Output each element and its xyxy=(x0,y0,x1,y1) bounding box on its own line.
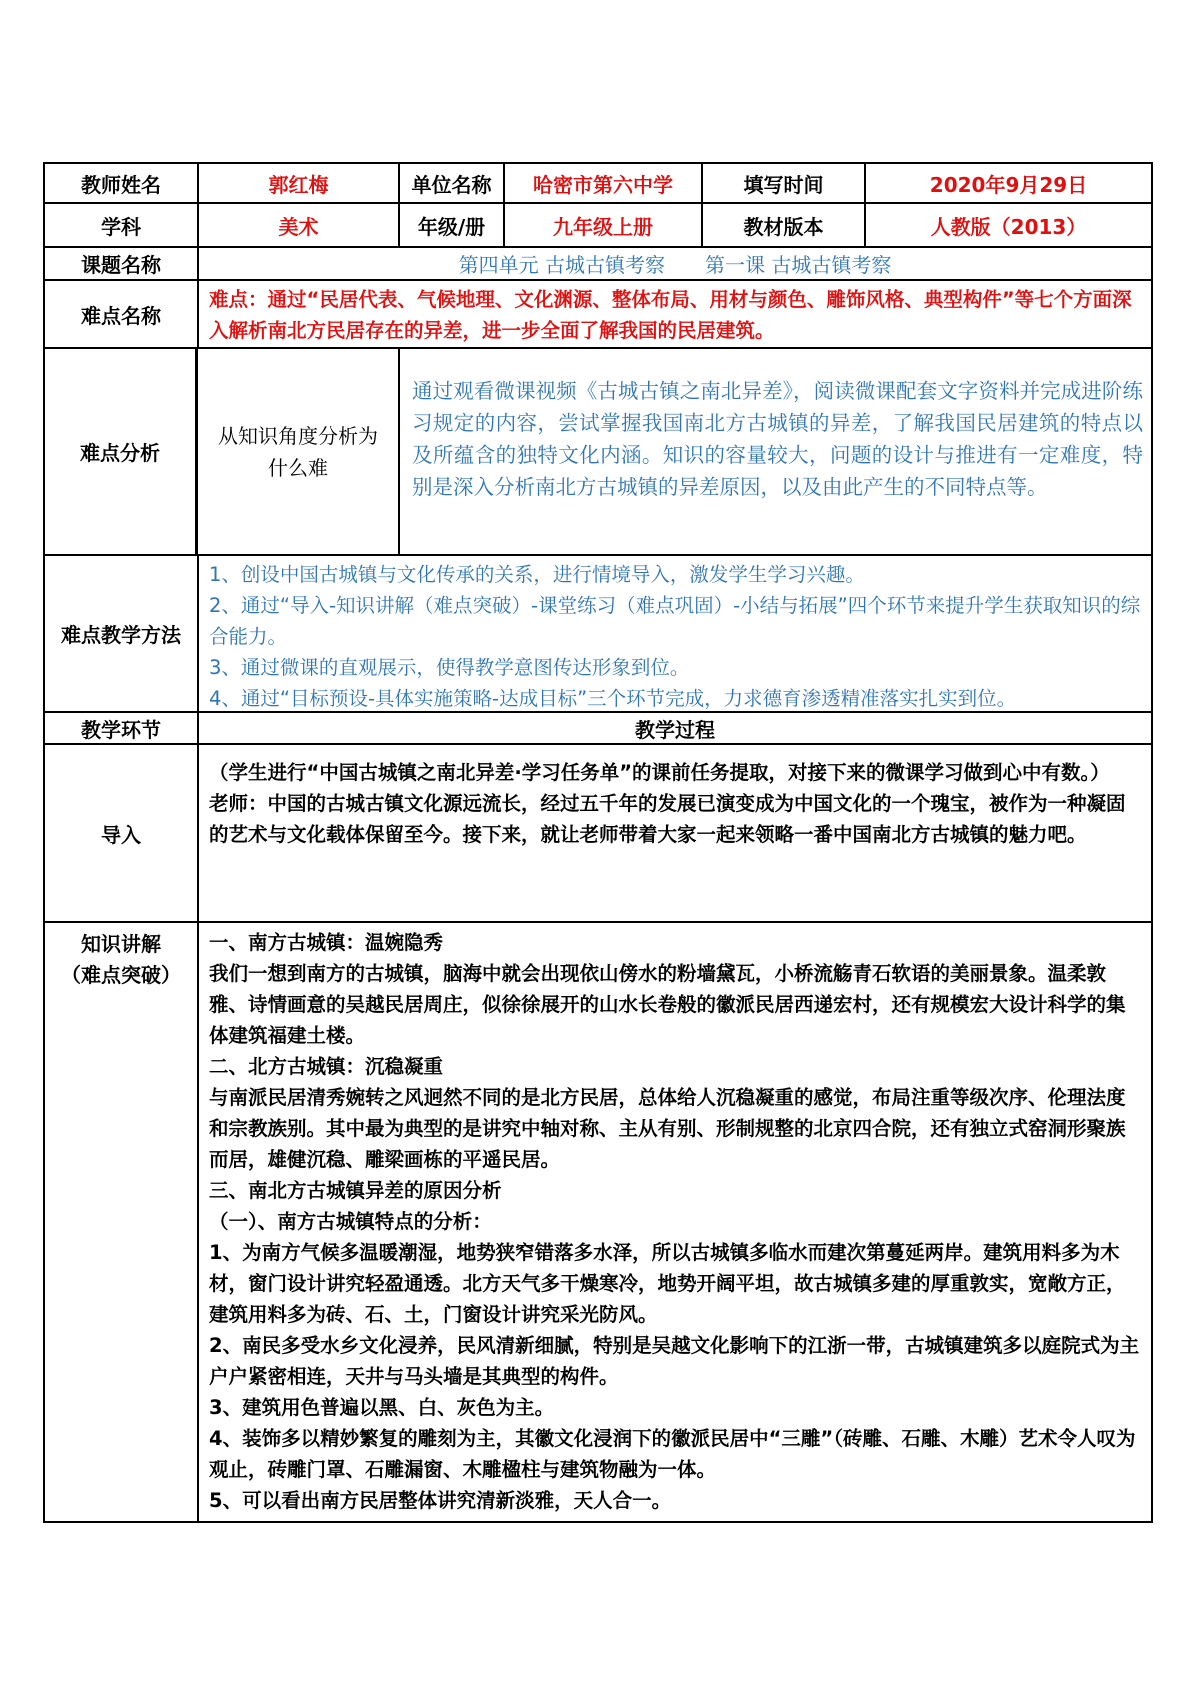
knowledge-label-line-1: 知识讲解 xyxy=(81,932,161,956)
header-row-1 xyxy=(43,162,1153,204)
knowledge-label xyxy=(45,929,197,991)
knowledge-paragraph-north: 与南派民居清秀婉转之风迥然不同的是北方民居，总体给人沉稳凝重的感觉，布局注重等级次序、伦理法度和宗教族别。其中最为典型的是讲究中轴对称、主从有别、形制规整的北京四合院，还有独立式窑洞形聚族而居，雄健沉稳、雕梁画栋的平遥民居。 xyxy=(209,1086,1126,1171)
process-label: 教学过程 xyxy=(197,713,1151,743)
knowledge-paragraph-south: 我们一想到南方的古城镇，脑海中就会出现依山傍水的粉墙黛瓦，小桥流觞青石软语的美丽景象。温柔敦雅、诗情画意的吴越民居周庄，似徐徐展开的山水长卷般的徽派民居西递宏村，还有规模宏大设计科学的集体建筑福建土楼。 xyxy=(209,962,1126,1047)
knowledge-label-line-2: （难点突破） xyxy=(61,963,181,987)
method-label: 难点教学方法 xyxy=(61,623,181,647)
knowledge-point-4: 4、装饰多以精妙繁复的雕刻为主，其徽文化浸润下的徽派民居中“三雕”（砖雕、石雕、木雕）艺术令人叹为观止，砖雕门罩、石雕漏窗、木雕楹柱与建筑物融为一体。 xyxy=(209,1427,1136,1481)
analysis-sub-label: 从知识角度分析为什么难 xyxy=(195,349,398,554)
intro-paragraph-2: 老师：中国的古城古镇文化源远流长，经过五千年的发展已演变成为中国文化的一个瑰宝，被作为一种凝固的艺术与文化载体保留至今。接下来，就让老师带着大家一起来领略一番中国南北方古城镇的魅力吧。 xyxy=(209,792,1126,846)
knowledge-row xyxy=(43,923,1153,1523)
method-item-1: 1、创设中国古城镇与文化传承的关系，进行情境导入，激发学生学习兴趣。 xyxy=(209,563,865,586)
knowledge-point-3: 3、建筑用色普遍以黑、白、灰色为主。 xyxy=(209,1396,555,1419)
grade-value: 九年级上册 xyxy=(503,204,701,246)
teacher-label: 教师姓名 xyxy=(81,172,161,197)
knowledge-subheading-south: （一）、南方古城镇特点的分析： xyxy=(209,1210,492,1233)
knowledge-heading-south: 一、南方古城镇：温婉隐秀 xyxy=(209,931,444,954)
stage-label: 教学环节 xyxy=(81,717,161,742)
intro-row xyxy=(43,745,1153,923)
difficulty-cell xyxy=(197,281,1151,347)
topic-value: 第四单元 古城古镇考察 第一课 古城古镇考察 xyxy=(197,248,1151,279)
process-header-row xyxy=(43,713,1153,745)
difficulty-text: 难点：通过“民居代表、气候地理、文化渊源、整体布局、用材与颜色、雕饰风格、典型构件”等七个方面深入解析南北方民居存在的异差，进一步全面了解我国的民居建筑。 xyxy=(209,288,1132,342)
intro-label: 导入 xyxy=(101,822,141,847)
date-value: 2020年9月29日 xyxy=(864,164,1151,202)
knowledge-point-5: 5、可以看出南方民居整体讲究清新淡雅，天人合一。 xyxy=(209,1489,672,1512)
analysis-text: 通过观看微课视频《古城古镇之南北异差》，阅读微课配套文字资料并完成进阶练习规定的内容，尝试掌握我国南北方古城镇的异差，了解我国民居建筑的特点以及所蕴含的独特文化内涵。知识的容量较大，问题的设计与推进有一定难度，特别是深入分析南北方古城镇的异差原因，以及由此产生的不同特点等。 xyxy=(412,379,1143,499)
topic-label: 课题名称 xyxy=(81,253,161,277)
knowledge-heading-north: 二、北方古城镇：沉稳凝重 xyxy=(209,1055,444,1078)
analysis-text-cell xyxy=(398,349,1151,554)
method-item-4: 4、通过“目标预设-具体实施策略-达成目标”三个环节完成，力求德育渗透精准落实扎实到位。 xyxy=(209,687,1017,710)
grade-label: 年级/册 xyxy=(398,204,503,246)
knowledge-point-2: 2、南民多受水乡文化浸养，民风清新细腻，特别是吴越文化影响下的江浙一带，古城镇建筑多以庭院式为主户户紧密相连，天井与马头墙是其典型的构件。 xyxy=(209,1334,1140,1388)
difficulty-label: 难点名称 xyxy=(81,303,161,328)
date-label: 填写时间 xyxy=(701,164,864,202)
knowledge-point-1: 1、为南方气候多温暖潮湿，地势狭窄错落多水泽，所以古城镇多临水而建次第蔓延两岸。建筑用料多为木材，窗门设计讲究轻盈通透。北方天气多干燥寒冷，地势开阔平坦，故古城镇多建的厚重敦实，宽敞方正，建筑用料多为砖、石、土，门窗设计讲究采光防风。 xyxy=(209,1241,1126,1326)
edition-value: 人教版（2013） xyxy=(864,204,1151,246)
method-cell xyxy=(197,556,1151,711)
method-row xyxy=(43,556,1153,713)
teacher-name: 郭红梅 xyxy=(197,164,398,202)
topic-row xyxy=(43,248,1153,281)
knowledge-heading-reasons: 三、南北方古城镇异差的原因分析 xyxy=(209,1179,502,1202)
subject-label: 学科 xyxy=(101,214,141,239)
analysis-row xyxy=(43,349,1153,556)
difficulty-row xyxy=(43,281,1153,349)
header-row-2 xyxy=(43,204,1153,248)
method-item-2: 2、通过“导入-知识讲解（难点突破）-课堂练习（难点巩固）-小结与拓展”四个环节来提升学生获取知识的综合能力。 xyxy=(209,594,1141,648)
unit-label: 单位名称 xyxy=(398,164,503,202)
unit-name: 哈密市第六中学 xyxy=(503,164,701,202)
method-item-3: 3、通过微课的直观展示，使得教学意图传达形象到位。 xyxy=(209,656,690,679)
subject-value: 美术 xyxy=(197,204,398,246)
intro-paragraph-1: （学生进行“中国古城镇之南北异差·学习任务单”的课前任务提取，对接下来的微课学习做到心中有数。） xyxy=(209,761,1110,784)
intro-cell xyxy=(197,745,1151,921)
knowledge-cell xyxy=(197,923,1151,1521)
edition-label: 教材版本 xyxy=(701,204,864,246)
analysis-label: 难点分析 xyxy=(80,441,160,465)
